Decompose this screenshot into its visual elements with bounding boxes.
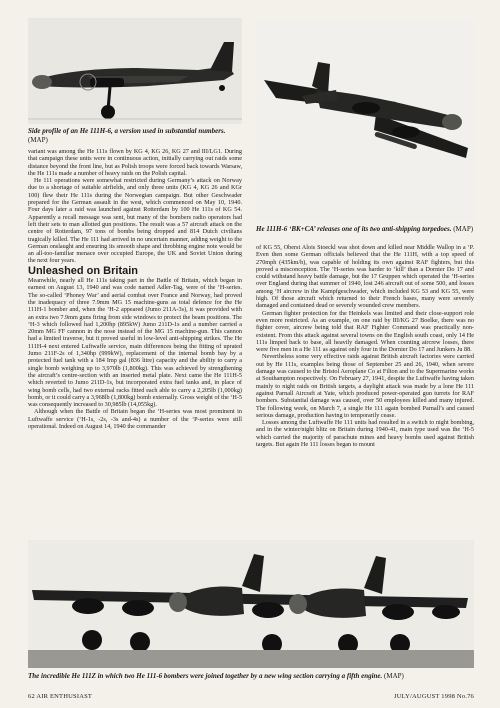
section-heading: Unleashed on Britain xyxy=(28,264,139,277)
caption-bottom-credit: (MAP) xyxy=(384,672,404,680)
footer-right: JULY/AUGUST 1998 No.76 xyxy=(393,693,474,700)
right-paragraph-4: Losses among the Luftwaffe He 111 units had resulted in a switch to night bombing, and in the winter/night blitz on Britain during 1940-41, main type used was the ‘H-5 which carried the majority of parachute mines and heavy bombs used against British targets. But again He 111 losses began to mount xyxy=(256,419,474,449)
photo-he111h6-torpedo-release-image xyxy=(256,20,474,222)
photo-he111z-image xyxy=(28,540,474,668)
article-right-column xyxy=(256,244,474,536)
left-paragraph-1: variant was among the He 111s flown by KG 4, KG 26, KG 27 and III/LG1. During that campaign these units were in continuous action, initially carrying out raids some distance beyond the front line, but as Polish troops were forced back towards Warsaw, the He 111s made a number of heavy raids on the Polish capital. xyxy=(28,148,242,177)
photo-he111h6-torpedo-release xyxy=(256,20,474,222)
caption-top-right-text: He 111H-6 ‘BK+CA’ releases one of its two anti-shipping torpedoes. xyxy=(256,225,452,233)
right-paragraph-3: Nevertheless some very effective raids against British aircraft factories were carried out by He 111s, examples being those of September 25 and 26, 1940, when severe damage was caused to the Bristol Aeroplane Co at Filton and to the Supermarine works at Southampton respectively. On February 27, 1941, despite the Luftwaffe having taken mainly to night raids on British targets, a daylight attack was made by a lone He 111 against Parnall Aircraft at Yate, which produced power-operated gun turrets for RAF bombers. Substantial damage was caused, over 50 employees killed and many injured. The following week, on March 7, a single He 111 again bombed Parnall’s and caused serious damage, production having to temporarily cease. xyxy=(256,353,474,419)
photo-he111z xyxy=(28,540,474,668)
photo-he111h6-side-profile xyxy=(28,18,242,124)
caption-top-left xyxy=(28,127,242,144)
caption-bottom xyxy=(28,672,474,681)
article-left-column xyxy=(28,148,242,536)
caption-bottom-text: The incredible He 111Z in which two He 111-6 bombers were joined together by a new wing section carrying a fifth engine. xyxy=(28,672,383,680)
photo-he111h6-side-profile-image xyxy=(28,18,242,124)
left-paragraph-2: He 111 operations were somewhat restricted during Germany’s attack on Norway due to a shortage of suitable airfields, and only three units (KG 4, KG 26 and KGr 100) flew their He 111s during the Norwegian campaign. But other Geschwader prepared for the German assault in the west, which commenced on May 10, 1940. Four days later a raid was launched against Rotterdam by 100 He 111s of KG 54. Apparently a recall message was sent, but many of the bombers radio operators had left their sets to man allotted gun positions. The result was a 57 aircraft attack on the centre of Rotterdam, 97 tons of bombs being dropped and 814 Dutch civilians tragically killed. The He 111 had arrived in no uncertain manner, adding weight to the German onslaught and ensuring its smooth shape and throbbing engine note would be an all-too-familiar menace over occupied Europe, the UK and Soviet Union during the next four years. xyxy=(28,177,242,265)
right-paragraph-1: of KG 55, Oberst Alois Stoeckl was shot down and killed near Middle Wallop in a ‘P. Even then some German officials believed that the He 111H, with a top speed of 270mph (435km/h), was capable of holding its own against RAF fighters, but this proved a misconception. The ‘H-series was harder to ‘kill’ than a Dornier Do 17 and could withstand heavy battle damage, but the 17 Gruppen which operated the ‘H-series over England during that summer of 1940, lost 246 aircraft out of some 500, and losses among ‘H aircrew in the Kampfgeschwader, which included KG 53 and KG 55, were high. Of those aircraft which returned to their French bases, many were severely damaged and contained dead or severely wounded crew members. xyxy=(256,244,474,310)
right-paragraph-2: German fighter protection for the Heinkels was limited and their close-support role even more restricted. As an example, on one raid by III/KG 27 Boelke, there was no fighter cover, aircrew being told that RAF Fighter Command was practically non-existent. From this attack against several towns on the English south coast, only 14 He 111s limped back to base, all heavily damaged. When counting aircrew losses, there were five men in a He 111 as against only four in the Dornier Do 17 and Junkers Ju 88. xyxy=(256,309,474,354)
caption-top-right-credit: (MAP) xyxy=(453,225,474,233)
caption-top-left-credit: (MAP) xyxy=(28,135,48,144)
left-paragraph-3: Meanwhile, nearly all He 111s taking part in the Battle of Britain, which began in earnest on August 13, 1940 and was code named Adler-Tag, were of the ‘H-series. The so-called ‘Phoney War’ and aerial combat over France and Norway, had proved the inadequacy of three 7.9mm MG 15 machine-guns as total defence for the He 111H-1 bomber and, when the ‘H-2 appeared (Jumo 211A-3s), it was provided with an extra two 7.9mm guns firing from side windows to protect the beam positions. The ‘H-3 which followed had 1,200hp (895kW) Jumo 211D-1s and a number carried a 20mm MG FF cannon in the nose instead of the MG 15 machine-gun. This cannon had a limited traverse, but it proved useful in low-level anti-shipping strikes. The He 111H-4 next entered Luftwaffe service, main differences being the fitting of uprated Jumo 211F-2s of 1,340hp (999kW), replacement of the internal bomb bay by a protected fuel tank with a 184 Imp gal (836 litre) capacity and the ability to carry a single bomb weighing up to 3,970lb (1,800kg). This was achieved by strengthening the aircraft’s centre-section with an inserted metal plate. Next came the He 111H-5 which reverted to Jumo 211D-1s, but incorporated extra fuel tanks and, in place of wing bomb cells, had two external racks fitted each able to carry a 2,205lb (1,000kg) bomb, or it could carry a 3,968lb (1,800kg) bomb externally. Gross weight of the ‘H-5 was consequently increased to 30,985lb (14,055kg). xyxy=(28,277,242,409)
footer-left: 62 AIR ENTHUSIAST xyxy=(28,693,93,700)
caption-top-right xyxy=(256,225,474,234)
left-paragraph-4: Although when the Battle of Britain began the ‘H-series was most prominent in Luftwaffe service (‘H-1s, -2s, -3s and-4s) a number of the ‘P-series were still operational. Indeed on August 14, 1940 the commander xyxy=(28,408,242,430)
caption-top-left-text: Side profile of an He 111H-6, a version used in substantial numbers. xyxy=(28,127,226,135)
